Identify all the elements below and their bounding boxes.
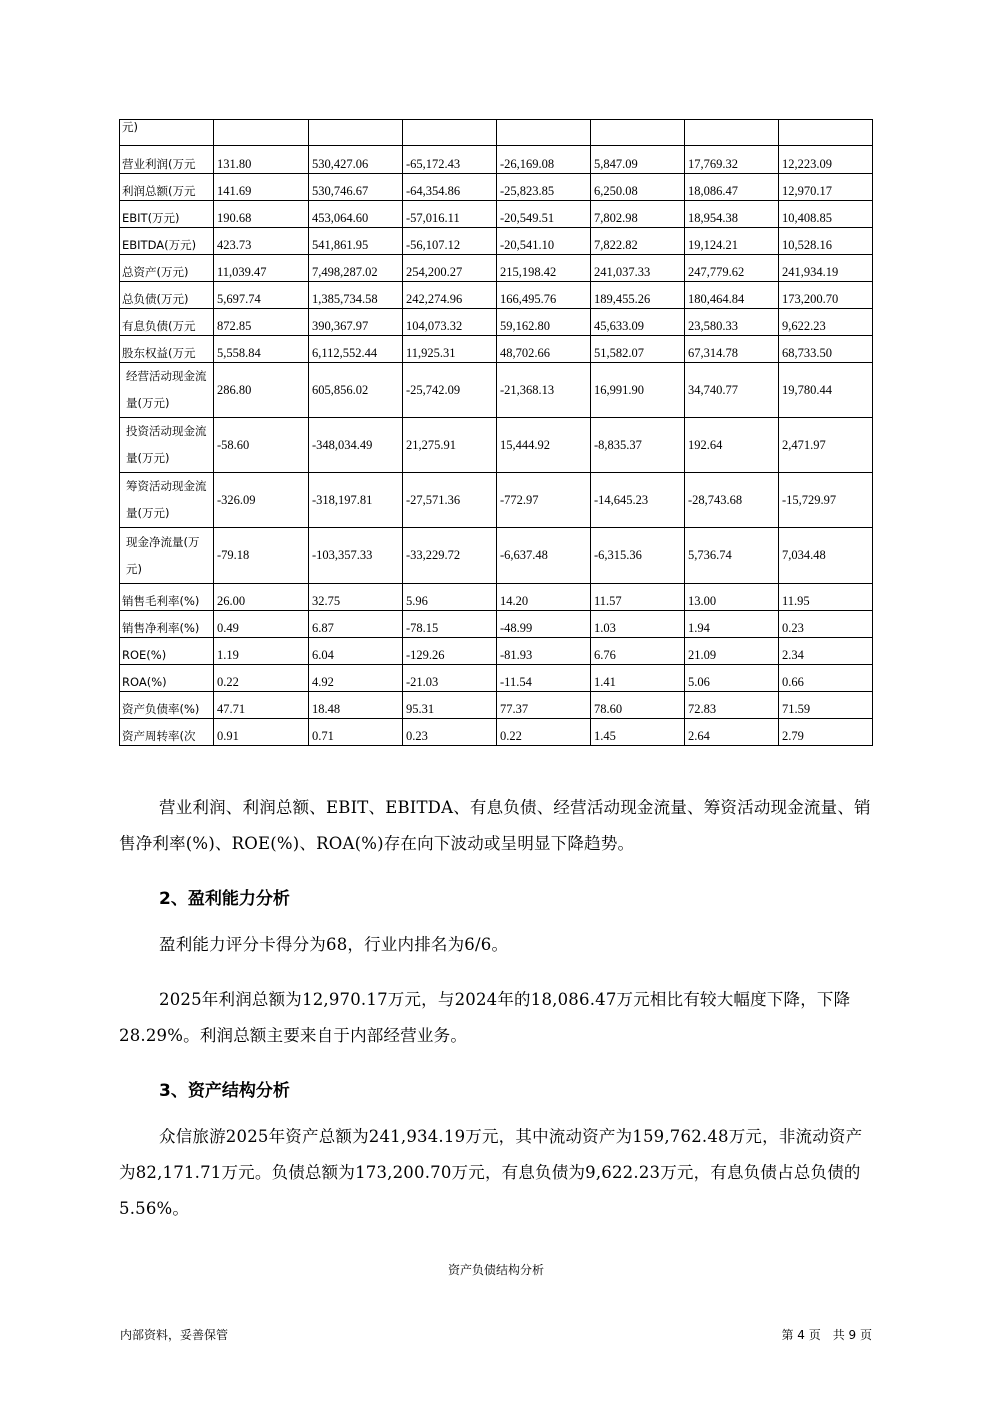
table-cell: 6,250.08 (591, 174, 685, 201)
table-cell: 7,822.82 (591, 228, 685, 255)
table-cell: 2.64 (685, 719, 779, 746)
table-cell: 5.06 (685, 665, 779, 692)
table-cell: -15,729.97 (779, 473, 873, 528)
table-cell: 11.95 (779, 584, 873, 611)
table-cell (779, 120, 873, 146)
table-cell: -318,197.81 (309, 473, 403, 528)
table-cell: 242,274.96 (403, 282, 497, 309)
table-cell: 423.73 (214, 228, 309, 255)
table-cell: 0.91 (214, 719, 309, 746)
table-row (120, 528, 873, 584)
table-cell: 6.04 (309, 638, 403, 665)
table-cell: 0.66 (779, 665, 873, 692)
table-cell: -28,743.68 (685, 473, 779, 528)
table-cell: 26.00 (214, 584, 309, 611)
table-cell: 11,925.31 (403, 336, 497, 363)
table-cell: 541,861.95 (309, 228, 403, 255)
table-cell: 16,991.90 (591, 363, 685, 418)
table-cell: -6,637.48 (497, 528, 591, 584)
table-row (120, 228, 873, 255)
section3-asset-paragraph: 众信旅游2025年资产总额为241,934.19万元，其中流动资产为159,762.48万元，非流动资产为82,171.71万元。负债总额为173,200.70万元，有息负债为9,622.23万元，有息负债占总负债的5.56%。 (119, 1127, 863, 1218)
table-cell: -21,368.13 (497, 363, 591, 418)
financial-indicators-table (119, 119, 873, 746)
table-cell: 51,582.07 (591, 336, 685, 363)
table-cell: 7,498,287.02 (309, 255, 403, 282)
table-cell: 15,444.92 (497, 418, 591, 473)
row-label: 经营活动现金流量(万元) (120, 363, 214, 418)
table-cell: 530,427.06 (309, 146, 403, 174)
row-label: 总资产(万元) (120, 255, 214, 282)
row-label: 利润总额(万元 (120, 174, 214, 201)
table-row (120, 611, 873, 638)
table-cell: 286.80 (214, 363, 309, 418)
table-cell: 215,198.42 (497, 255, 591, 282)
table-cell (591, 120, 685, 146)
table-cell: 1.41 (591, 665, 685, 692)
table-cell: 0.71 (309, 719, 403, 746)
table-cell: 7,034.48 (779, 528, 873, 584)
row-label: 资产负债率(%) (120, 692, 214, 719)
table-cell (497, 120, 591, 146)
table-cell: 173,200.70 (779, 282, 873, 309)
table-cell: 67,314.78 (685, 336, 779, 363)
table-row (120, 638, 873, 665)
table-cell: -20,541.10 (497, 228, 591, 255)
section2-profit-paragraph: 2025年利润总额为12,970.17万元，与2024年的18,086.47万元相比有较大幅度下降，下降28.29%。利润总额主要来自于内部经营业务。 (119, 990, 851, 1045)
table-cell: 78.60 (591, 692, 685, 719)
table-row (120, 309, 873, 336)
table-cell: 1.19 (214, 638, 309, 665)
table-cell: 453,064.60 (309, 201, 403, 228)
table-cell: 530,746.67 (309, 174, 403, 201)
table-cell: 390,367.97 (309, 309, 403, 336)
table-body (120, 120, 873, 746)
table-cell (214, 120, 309, 146)
row-label: 有息负债(万元 (120, 309, 214, 336)
table-cell: -48.99 (497, 611, 591, 638)
table-cell: -81.93 (497, 638, 591, 665)
table-cell: 190.68 (214, 201, 309, 228)
table-cell: 17,769.32 (685, 146, 779, 174)
table-cell: 241,934.19 (779, 255, 873, 282)
table-cell: 180,464.84 (685, 282, 779, 309)
summary-paragraph: 营业利润、利润总额、EBIT、EBITDA、有息负债、经营活动现金流量、筹资活动现金流量、销售净利率(%)、ROE(%)、ROA(%)存在向下波动或呈明显下降趋势。 (119, 798, 871, 853)
table-cell: -56,107.12 (403, 228, 497, 255)
table-cell: -6,315.36 (591, 528, 685, 584)
table-cell: 19,124.21 (685, 228, 779, 255)
row-label: 销售毛利率(%) (120, 584, 214, 611)
table-cell: 5,558.84 (214, 336, 309, 363)
table-cell: 1.45 (591, 719, 685, 746)
table-cell: -57,016.11 (403, 201, 497, 228)
table-cell: 95.31 (403, 692, 497, 719)
table-cell: 189,455.26 (591, 282, 685, 309)
table-cell: 872.85 (214, 309, 309, 336)
table-cell: 5,847.09 (591, 146, 685, 174)
table-cell: 21.09 (685, 638, 779, 665)
table-cell: 141.69 (214, 174, 309, 201)
table-row (120, 473, 873, 528)
table-cell: -25,742.09 (403, 363, 497, 418)
table-cell: 0.23 (403, 719, 497, 746)
table-cell: 18.48 (309, 692, 403, 719)
table-cell: -26,169.08 (497, 146, 591, 174)
table-cell: 1.94 (685, 611, 779, 638)
table-cell: -64,354.86 (403, 174, 497, 201)
table-row (120, 665, 873, 692)
table-cell: -20,549.51 (497, 201, 591, 228)
table-cell: 254,200.27 (403, 255, 497, 282)
table-cell: 2.34 (779, 638, 873, 665)
table-cell: -65,172.43 (403, 146, 497, 174)
table-cell: 0.23 (779, 611, 873, 638)
table-cell: 104,073.32 (403, 309, 497, 336)
table-row (120, 120, 873, 146)
table-cell: 48,702.66 (497, 336, 591, 363)
table-cell: 5,736.74 (685, 528, 779, 584)
table-cell: -27,571.36 (403, 473, 497, 528)
table-cell: 59,162.80 (497, 309, 591, 336)
table-cell: 13.00 (685, 584, 779, 611)
table-cell: 1,385,734.58 (309, 282, 403, 309)
row-label: 元) (120, 120, 214, 146)
table-cell: 192.64 (685, 418, 779, 473)
table-cell: 131.80 (214, 146, 309, 174)
table-cell: -21.03 (403, 665, 497, 692)
table-cell: 10,408.85 (779, 201, 873, 228)
table-cell: -103,357.33 (309, 528, 403, 584)
table-cell (403, 120, 497, 146)
table-cell: -25,823.85 (497, 174, 591, 201)
table-cell: -129.26 (403, 638, 497, 665)
table-cell: 32.75 (309, 584, 403, 611)
table-cell: -772.97 (497, 473, 591, 528)
row-label: 投资活动现金流量(万元) (120, 418, 214, 473)
table-row (120, 584, 873, 611)
table-cell: 7,802.98 (591, 201, 685, 228)
row-label: ROA(%) (120, 665, 214, 692)
table-row (120, 719, 873, 746)
table-cell: 0.22 (214, 665, 309, 692)
table-cell: -58.60 (214, 418, 309, 473)
table-cell: 11.57 (591, 584, 685, 611)
row-label: ROE(%) (120, 638, 214, 665)
table-cell: 14.20 (497, 584, 591, 611)
table-row (120, 174, 873, 201)
table-cell: 5,697.74 (214, 282, 309, 309)
row-label: EBITDA(万元) (120, 228, 214, 255)
table-cell: -79.18 (214, 528, 309, 584)
row-label: 资产周转率(次 (120, 719, 214, 746)
table-cell: 12,970.17 (779, 174, 873, 201)
table-row (120, 418, 873, 473)
table-cell: 6,112,552.44 (309, 336, 403, 363)
row-label: 总负债(万元) (120, 282, 214, 309)
table-row (120, 282, 873, 309)
section2-heading: 2、盈利能力分析 (159, 889, 290, 909)
table-cell: 9,622.23 (779, 309, 873, 336)
table-cell: 77.37 (497, 692, 591, 719)
row-label: EBIT(万元) (120, 201, 214, 228)
table-cell: -78.15 (403, 611, 497, 638)
footer-page-number: 第 4 页 共 9 页 (781, 1328, 872, 1342)
table-cell: 11,039.47 (214, 255, 309, 282)
row-label: 现金净流量(万元) (120, 528, 214, 584)
table-cell: -11.54 (497, 665, 591, 692)
section2-score-paragraph: 盈利能力评分卡得分为68，行业内排名为6/6。 (159, 935, 509, 954)
table-cell: -326.09 (214, 473, 309, 528)
table-cell: 6.87 (309, 611, 403, 638)
table-cell: 18,086.47 (685, 174, 779, 201)
section3-heading: 3、资产结构分析 (159, 1081, 290, 1101)
table-cell: 2,471.97 (779, 418, 873, 473)
table-row (120, 692, 873, 719)
table-cell: 68,733.50 (779, 336, 873, 363)
table-cell: 47.71 (214, 692, 309, 719)
table-cell: 19,780.44 (779, 363, 873, 418)
table-cell: 5.96 (403, 584, 497, 611)
table-cell: 45,633.09 (591, 309, 685, 336)
table-cell: 12,223.09 (779, 146, 873, 174)
table-cell: 1.03 (591, 611, 685, 638)
table-cell: 71.59 (779, 692, 873, 719)
table-cell: -14,645.23 (591, 473, 685, 528)
table-cell (685, 120, 779, 146)
table-cell: 241,037.33 (591, 255, 685, 282)
row-label: 股东权益(万元 (120, 336, 214, 363)
table-cell: 2.79 (779, 719, 873, 746)
table-cell (309, 120, 403, 146)
table-cell: 4.92 (309, 665, 403, 692)
table-row (120, 201, 873, 228)
row-label: 销售净利率(%) (120, 611, 214, 638)
table-cell: 23,580.33 (685, 309, 779, 336)
table-cell: 247,779.62 (685, 255, 779, 282)
table-row (120, 146, 873, 174)
table-cell: 72.83 (685, 692, 779, 719)
table-row (120, 255, 873, 282)
table-cell: 10,528.16 (779, 228, 873, 255)
chart-caption: 资产负债结构分析 (447, 1263, 544, 1277)
table-cell: -33,229.72 (403, 528, 497, 584)
table-cell: 0.49 (214, 611, 309, 638)
table-row (120, 363, 873, 418)
table-cell: -8,835.37 (591, 418, 685, 473)
table-cell: 605,856.02 (309, 363, 403, 418)
table-cell: 18,954.38 (685, 201, 779, 228)
row-label: 营业利润(万元 (120, 146, 214, 174)
table-cell: 34,740.77 (685, 363, 779, 418)
table-cell: 21,275.91 (403, 418, 497, 473)
table-cell: 6.76 (591, 638, 685, 665)
table-cell: -348,034.49 (309, 418, 403, 473)
table-cell: 166,495.76 (497, 282, 591, 309)
table-cell: 0.22 (497, 719, 591, 746)
footer-confidential-note: 内部资料，妥善保管 (120, 1328, 229, 1342)
row-label: 筹资活动现金流量(万元) (120, 473, 214, 528)
table-row (120, 336, 873, 363)
